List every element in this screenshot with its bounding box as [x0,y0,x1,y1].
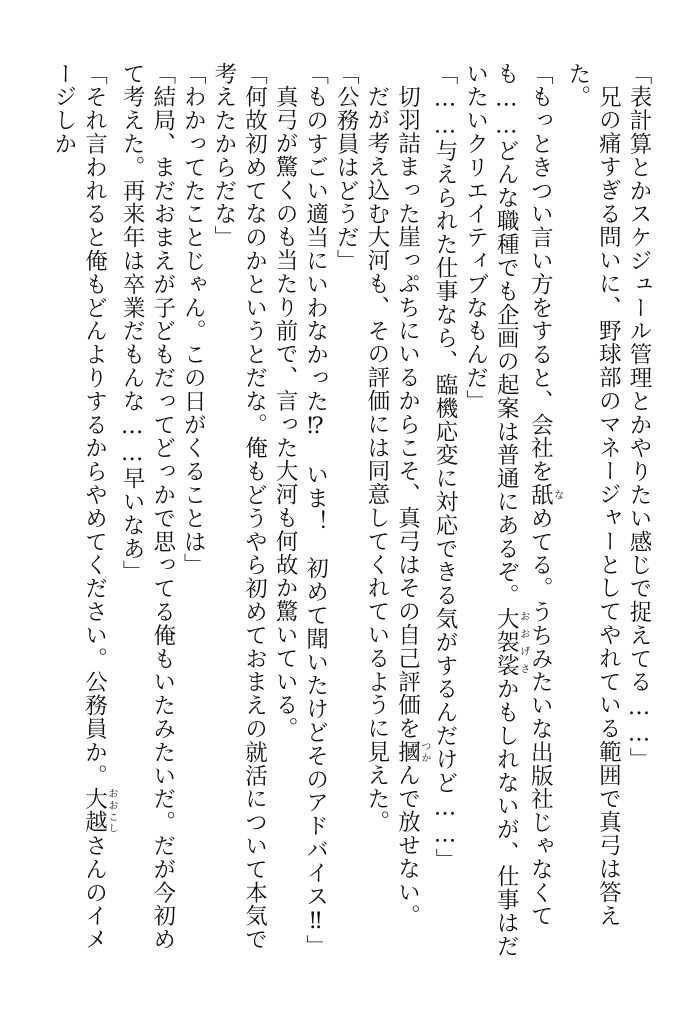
line-2: 兄の痛すぎる問いに、野球部のマネージャーとしてやれている範囲で真弓は答えた。 [564,62,622,927]
line-3: 「もっときつい言い方をすると、会社を舐なめてる。うちみたいな出版社じゃなくても……どんな職種でも企画の起案は普通にあるぞ。大袈裟おおげさかもしれないが、仕事はだいたいクリエイティブなもんだ」 [462,62,563,959]
line-12: 「結局、まだおまえが子どもだってどっかで思ってる俺もいたみたいだ。だが今初めて考えた。再来年は卒業だもんな……早いなあ」 [119,62,176,952]
line-13: 「それ言われると俺もどんよりするからやめてください。公務員か。大越おおこしさんのイメージしか [50,62,117,952]
line-7: 「公務員はどうだ」 [333,62,360,273]
ruby-namete: な [551,483,563,507]
ruby-ogesa: おおげさ [517,607,529,678]
line-8: 「ものすごい適当にいわなかった⁉ いま！ 初めて聞いたけどそのアドバイス‼」 [302,62,329,959]
line-1: 「表計算とかスケジュール管理とかやりたい感じで捉えてる……」 [626,62,652,771]
line-6: だが考え込む大河も、その評価には同意してくれているように見えた。 [363,84,390,834]
line-10: 「何故初めてなのかというとだな。俺もどうやら初めておまえの就活について本気で考えたからだな」 [210,62,268,952]
line-4: 「……与えられた仕事なら、臨機応変に対応できる気がするんだけど……」 [432,62,459,872]
vertical-text-block [34,62,654,962]
line-9: 真弓が驚くのも当たり前で、言った大河も何故か驚いている。 [272,84,299,740]
ruby-okoshi: おおこし [106,787,117,835]
line-11: 「わかってたことじゃん。この日がくることは」 [180,62,207,577]
ruby-tsuka: つか [418,739,430,764]
line-5: 切羽詰まった崖っぷちにいるからこそ、真弓はその自己評価を摑つかんで放せない。 [394,84,430,927]
